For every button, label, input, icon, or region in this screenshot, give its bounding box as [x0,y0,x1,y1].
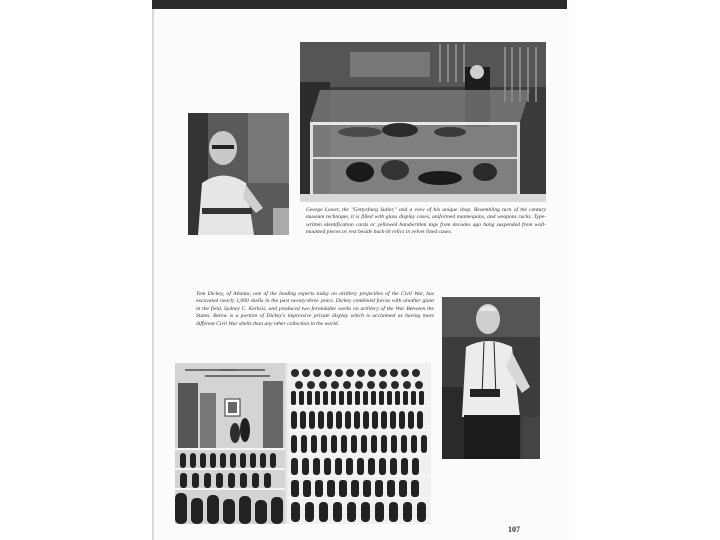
dickey-caption: Tom Dickey, of Atlanta, one of the leading experts today on artillery projectiles of the Civil War, has excavated nearly 1,000 shells in the past twenty-three years. Dickey combined forces with another giant in the field, Sydney C. Kerksis, and produced two formidable works on artillery of the War Between the States. Below is a portion of Dickey's impressive private display which is acclaimed as having more different Civil War shells than any other collection in the world. [196,291,434,327]
shell-collection-photo [175,363,431,524]
dickey-portrait-photo [442,297,540,459]
shop-interior-photo [300,42,546,202]
page-number: 107 [508,525,520,534]
lower-portrait-photo [188,113,289,235]
page-top-edge [152,0,567,9]
lower-caption: George Lower, the "Gettysburg Sutler," and a view of his unique shop. Resembling turn of the century museum technique, it is filled with glass display cases, uniformed mannequins, and weapons racks. Type-written identification cards or yellowed handwritten tags from decades ago hang suspended from wall-mounted pieces or rest beside back-lit relics in velvet lined cases. [306,207,546,236]
